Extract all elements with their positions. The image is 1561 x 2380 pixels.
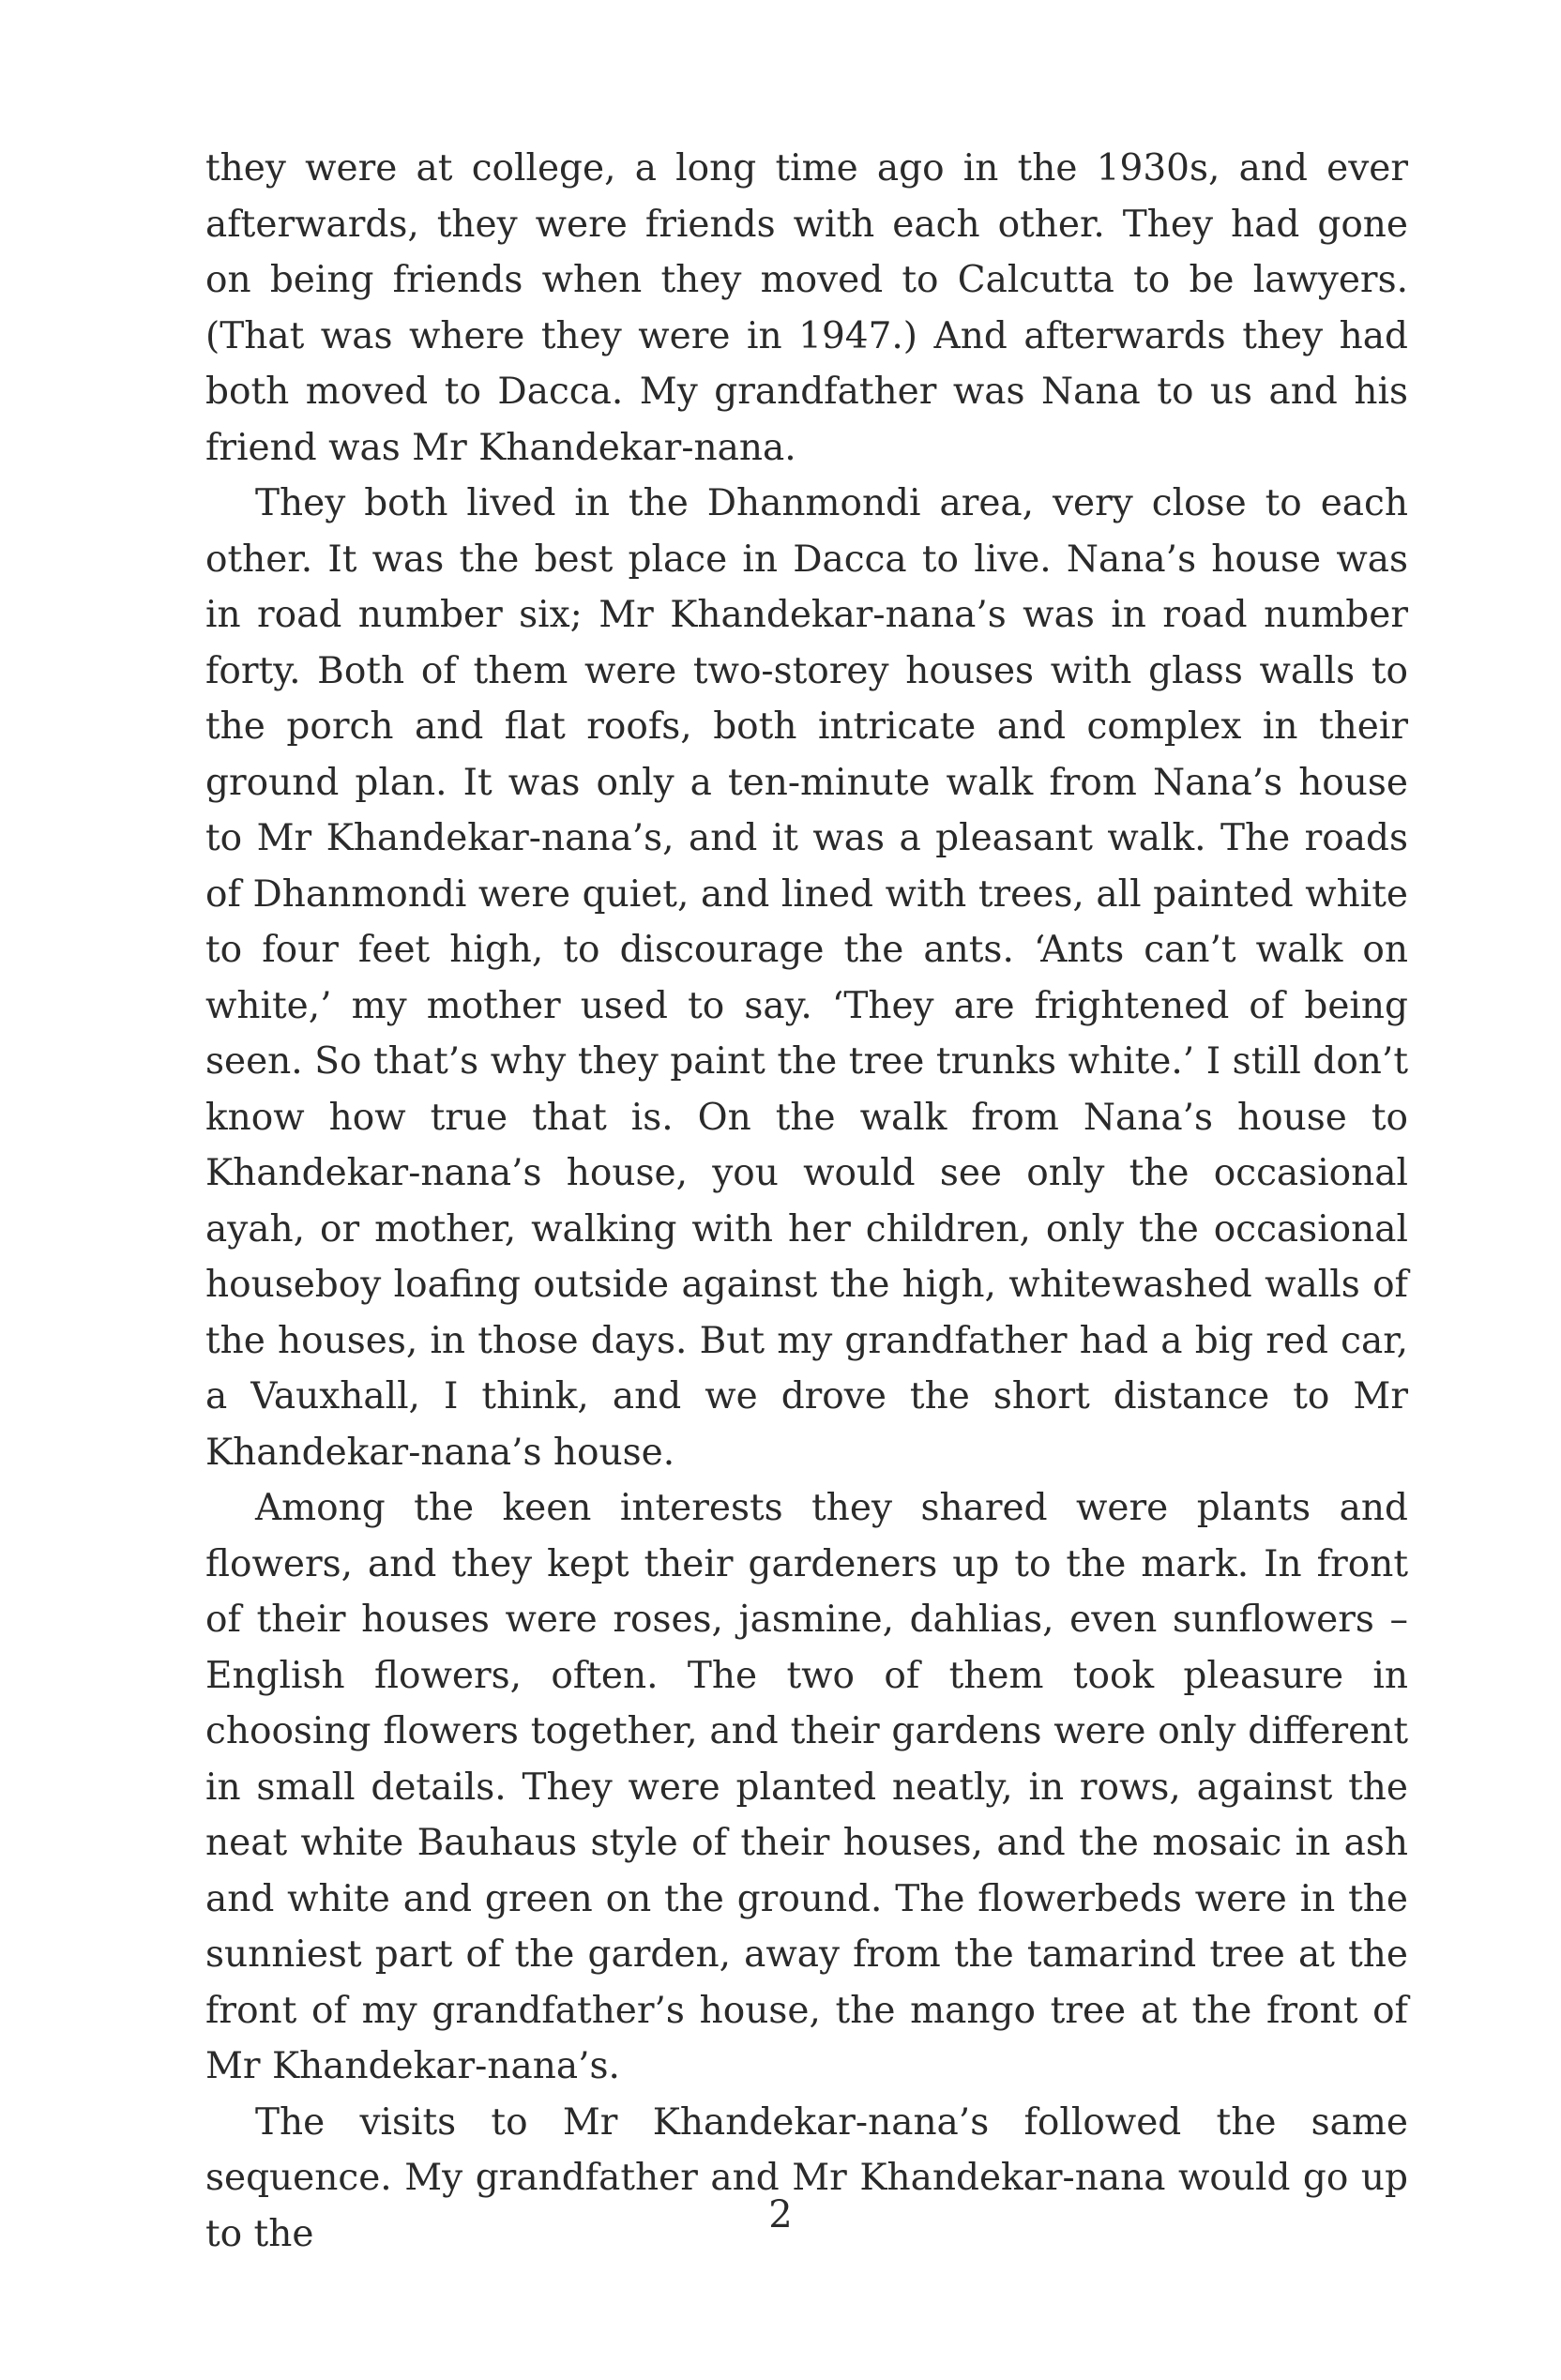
body-text [205,141,1408,2262]
paragraph-2: They both lived in the Dhanmondi area, very close to each other. It was the best place in Dacca to live. Nana’s house was in road number six; Mr Khandekar-nana’s was in road number forty. Both of them were two-storey houses with glass walls to the porch and flat roofs, both intricate and complex in their ground plan. It was only a ten-minute walk from Nana’s house to Mr Khandekar-nana’s, and it was a pleasant walk. The roads of Dhanmondi were quiet, and lined with trees, all painted white to four feet high, to discourage the ants. ‘Ants can’t walk on white,’ my mother used to say. ‘They are frightened of being seen. So that’s why they paint the tree trunks white.’ I still don’t know how true that is. On the walk from Nana’s house to Khandekar-nana’s house, you would see only the occasional ayah, or mother, walking with her children, only the occasional houseboy loafing outside against the high, whitewashed walls of the houses, in those days. But my grandfather had a big red car, a Vauxhall, I think, and we drove the short distance to Mr Khandekar-nana’s house. [205,482,1408,1474]
paragraph-3: Among the keen interests they shared were plants and flowers, and they kept their gardeners up to the mark. In front of their houses were roses, jasmine, dahlias, even sunflowers – English flowers, often. The two of them took pleasure in choosing flowers together, and their gardens were only different in small details. They were planted neatly, in rows, against the neat white Bauhaus style of their houses, and the mosaic in ash and white and green on the ground. The flowerbeds were in the sunniest part of the garden, away from the tamarind tree at the front of my grandfather’s house, the mango tree at the front of Mr Khandekar-nana’s. [205,1487,1408,2087]
paragraph-4: The visits to Mr Khandekar-nana’s followed the same sequence. My grandfather and Mr Khandekar-nana would go up to the [205,2100,1408,2255]
paragraph-1: they were at college, a long time ago in the 1930s, and ever afterwards, they were friends with each other. They had gone on being friends when they moved to Calcutta to be lawyers. (That was where they were in 1947.) And afterwards they had both moved to Dacca. My grandfather was Nana to us and his friend was Mr Khandekar-nana. [205,147,1408,469]
page-number: 2 [768,2193,793,2236]
